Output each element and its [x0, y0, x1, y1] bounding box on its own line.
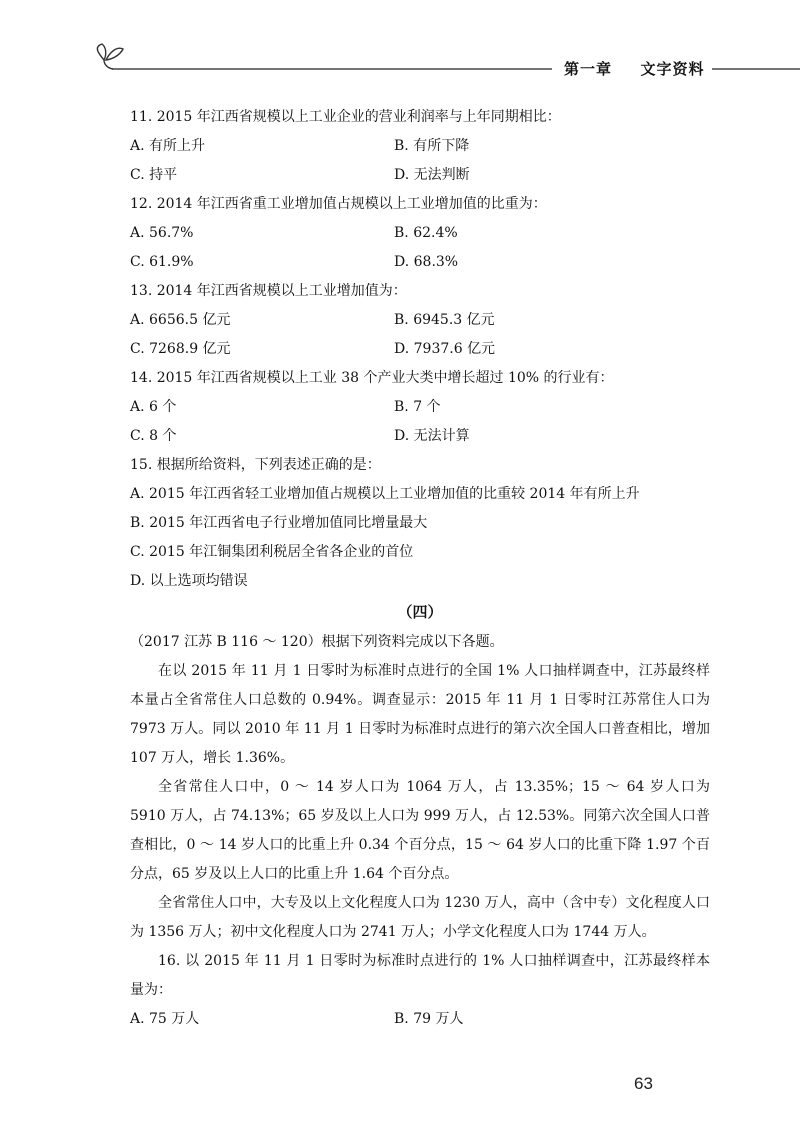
options-row: [130, 306, 710, 335]
options-row: [130, 248, 710, 277]
section-title: （四）: [397, 603, 443, 621]
material-paragraph: 全省常住人口中，0 ～ 14 岁人口为 1064 万人，占 13.35%；15 ～ 64 岁人口为 5910 万人，占 74.13%；65 岁及以上人口为 999 万人，占 12.53%。同第六次全国人口普查相比，0 ～ 14 岁人口的比重上升 0.34 个百分点，15 ～ 64 岁人口的比重下降 1.97 个百分点，65 岁及以上人口的比重上升 1.64 个百分点。: [130, 779, 710, 882]
option-b: B. 62.4%: [394, 225, 458, 241]
option-b: B. 79 万人: [394, 1011, 464, 1027]
chapter-title: 文字资料: [640, 60, 705, 78]
options-row: [130, 161, 710, 190]
chapter-number: 第一章: [564, 60, 613, 78]
option-d: D. 无法计算: [394, 428, 470, 444]
question-stem: 16. 以 2015 年 11 月 1 日零时为标准时点进行的 1% 人口抽样调查中，江苏最终样本量为：: [130, 953, 710, 998]
option-c: C. 7268.9 亿元: [130, 341, 231, 357]
option-c: C. 61.9%: [130, 254, 194, 270]
option-a: A. 56.7%: [130, 225, 194, 241]
material-paragraph: 全省常住人口中，大专及以上文化程度人口为 1230 万人，高中（含中专）文化程度人口为 1356 万人；初中文化程度人口为 2741 万人；小学文化程度人口为 1744 万人。: [130, 895, 710, 940]
chapter-heading: [558, 58, 711, 79]
question-stem: 12. 2014 年江西省重工业增加值占规模以上工业增加值的比重为：: [130, 196, 547, 212]
question-stem: 13. 2014 年江西省规模以上工业增加值为：: [130, 283, 407, 299]
question-stem: 14. 2015 年江西省规模以上工业 38 个产业大类中增长超过 10% 的行业有：: [130, 370, 614, 386]
options-row: [130, 335, 710, 364]
option-b: B. 6945.3 亿元: [394, 312, 495, 328]
option-a: A. 6 个: [130, 399, 177, 415]
material-paragraph: 在以 2015 年 11 月 1 日零时为标准时点进行的全国 1% 人口抽样调查中，江苏最终样本量占全省常住人口总数的 0.94%。调查显示：2015 年 11 月 1 日零时江苏常住人口为 7973 万人。同以 2010 年 11 月 1 日零时为标准时点进行的第六次全国人口普查相比，增加 107 万人，增长 1.36%。: [130, 663, 710, 766]
option-c: C. 2015 年江铜集团利税居全省各企业的首位: [130, 544, 414, 560]
options-row: [130, 422, 710, 451]
page-content: [130, 103, 710, 1034]
material-intro: （2017 江苏 B 116 ～ 120）根据下列资料完成以下各题。: [130, 634, 504, 650]
option-c: C. 持平: [130, 167, 178, 183]
option-b: B. 有所下降: [394, 138, 470, 154]
options-row: [130, 132, 710, 161]
option-d: D. 以上选项均错误: [130, 573, 248, 589]
page-number: 63: [634, 1074, 653, 1093]
options-row: [130, 219, 710, 248]
option-a: A. 6656.5 亿元: [130, 312, 231, 328]
page-header: [0, 0, 800, 90]
option-d: D. 无法判断: [394, 167, 470, 183]
option-a: A. 2015 年江西省轻工业增加值占规模以上工业增加值的比重较 2014 年有所上升: [130, 486, 640, 502]
leaf-icon: [97, 44, 123, 69]
option-d: D. 7937.6 亿元: [394, 341, 496, 357]
option-b: B. 2015 年江西省电子行业增加值同比增量最大: [130, 515, 428, 531]
option-d: D. 68.3%: [394, 254, 459, 270]
option-b: B. 7 个: [394, 399, 441, 415]
option-a: A. 75 万人: [130, 1011, 200, 1027]
question-stem: 11. 2015 年江西省规模以上工业企业的营业利润率与上年同期相比：: [130, 109, 561, 125]
option-c: C. 8 个: [130, 428, 177, 444]
options-row: [130, 393, 710, 422]
question-stem: 15. 根据所给资料，下列表述正确的是：: [130, 457, 381, 473]
option-a: A. 有所上升: [130, 138, 206, 154]
options-row: [130, 1005, 710, 1034]
